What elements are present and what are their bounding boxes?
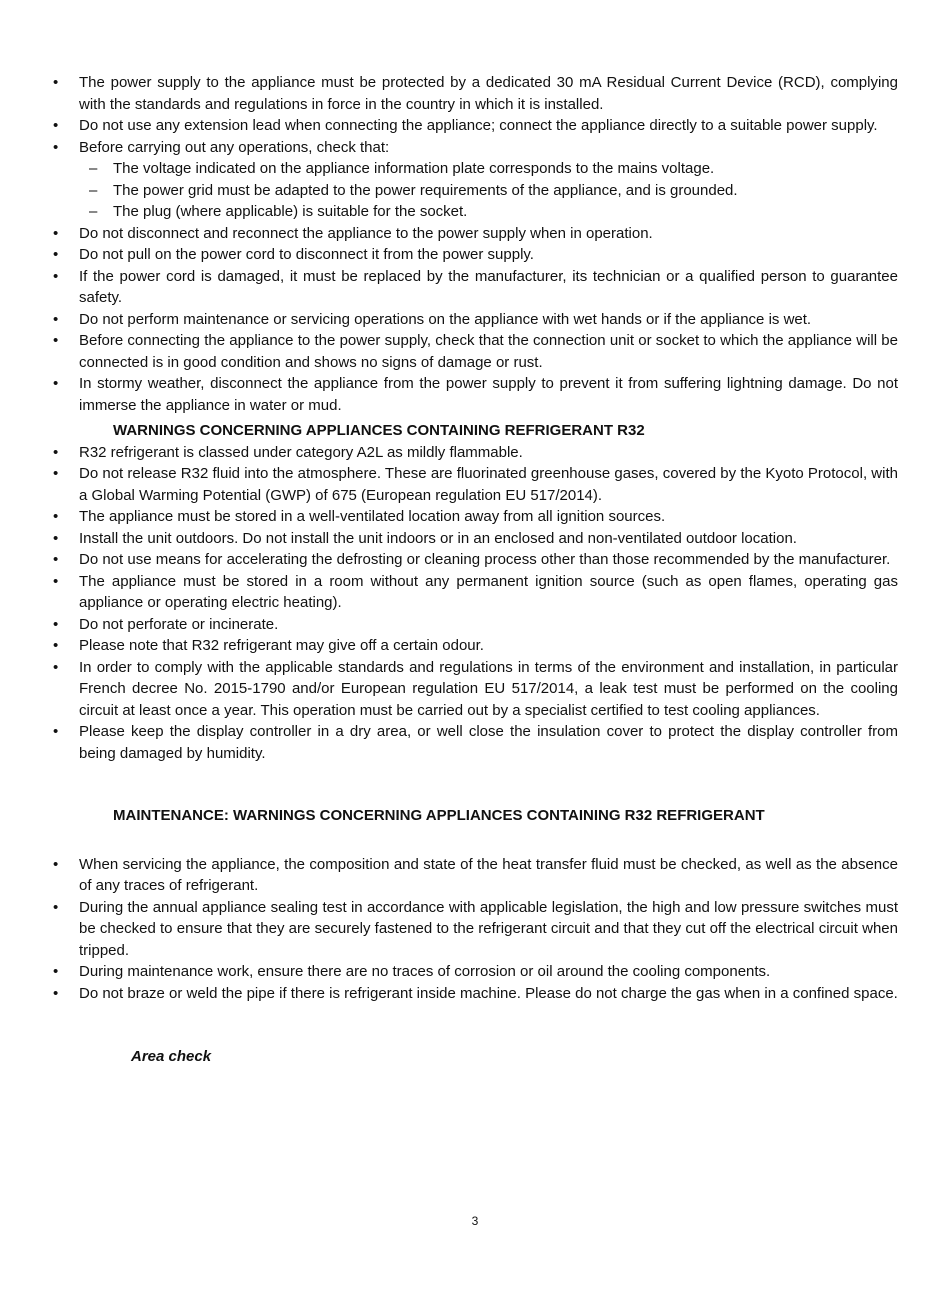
area-check-heading: Area check — [131, 1048, 212, 1065]
list-item-checks — [53, 137, 898, 223]
page-number: 3 — [471, 1214, 479, 1228]
list-item: • Install the unit outdoors. Do not install the unit indoors or in an enclosed and non-ventilated outdoor location. — [53, 528, 898, 550]
list-item: • The appliance must be stored in a well-ventilated location away from all ignition sources. — [53, 506, 898, 528]
list-item: • Do not release R32 fluid into the atmosphere. These are fluorinated greenhouse gases, covered by the Kyoto Protocol, with a Global Warming Potential (GWP) of 675 (European regulation EU 517/2014). — [53, 463, 898, 506]
list-item: • R32 refrigerant is classed under category A2L as mildly flammable. — [53, 442, 898, 464]
list-item: • Do not disconnect and reconnect the appliance to the power supply when in operation. — [53, 223, 898, 245]
refrigerant-warnings-list — [53, 442, 898, 765]
list-item: • Please note that R32 refrigerant may give off a certain odour. — [53, 635, 898, 657]
list-item: • During maintenance work, ensure there are no traces of corrosion or oil around the cooling components. — [53, 961, 898, 983]
refrigerant-warnings-heading: WARNINGS CONCERNING APPLIANCES CONTAINING REFRIGERANT R32 — [113, 422, 645, 439]
list-item: • When servicing the appliance, the composition and state of the heat transfer fluid must be checked, as well as the absence of any traces of refrigerant. — [53, 854, 898, 897]
list-item: • The appliance must be stored in a room without any permanent ignition source (such as open flames, operating gas appliance or operating electric heating). — [53, 571, 898, 614]
list-item: • In stormy weather, disconnect the appliance from the power supply to prevent it from suffering lightning damage. Do not immerse the appliance in water or mud. — [53, 373, 898, 416]
electrical-safety-list — [53, 72, 898, 416]
checks-sublist — [79, 158, 898, 223]
list-item: • Do not perform maintenance or servicing operations on the appliance with wet hands or if the appliance is wet. — [53, 309, 898, 331]
list-item: • Do not pull on the power cord to disconnect it from the power supply. — [53, 244, 898, 266]
list-item: • Do not use means for accelerating the defrosting or cleaning process other than those recommended by the manufacturer. — [53, 549, 898, 571]
list-item: • During the annual appliance sealing test in accordance with applicable legislation, the high and low pressure switches must be checked to ensure that they are securely fastened to the refrigerant circuit and that they cut off the electrical circuit when tripped. — [53, 897, 898, 962]
list-item: • In order to comply with the applicable standards and regulations in terms of the environment and installation, in particular French decree No. 2015-1790 and/or European regulation EU 517/2014, a leak test must be performed on the cooling circuit at least once a year. This operation must be carried out by a specialist certified to test cooling appliances. — [53, 657, 898, 722]
list-item: • Please keep the display controller in a dry area, or well close the insulation cover to protect the display controller from being damaged by humidity. — [53, 721, 898, 764]
list-item: • The power supply to the appliance must be protected by a dedicated 30 mA Residual Current Device (RCD), complying with the standards and regulations in force in the country in which it is installed. — [53, 72, 898, 115]
maintenance-warnings-list — [53, 854, 898, 1005]
list-item: • Do not use any extension lead when connecting the appliance; connect the appliance directly to a suitable power supply. — [53, 115, 898, 137]
page-content — [53, 72, 898, 1068]
list-item: • If the power cord is damaged, it must be replaced by the manufacturer, its technician or a qualified person to guarantee safety. — [53, 266, 898, 309]
sublist-item: – The power grid must be adapted to the power requirements of the appliance, and is grounded. — [89, 180, 898, 202]
list-item: • Before connecting the appliance to the power supply, check that the connection unit or socket to which the appliance will be connected is in good condition and shows no signs of damage or rust. — [53, 330, 898, 373]
maintenance-warnings-heading: MAINTENANCE: WARNINGS CONCERNING APPLIANCES CONTAINING R32 REFRIGERANT — [113, 807, 765, 824]
list-item: • Do not braze or weld the pipe if there is refrigerant inside machine. Please do not charge the gas when in a confined space. — [53, 983, 898, 1005]
sublist-item: – The plug (where applicable) is suitable for the socket. — [89, 201, 898, 223]
list-item: • Do not perforate or incinerate. — [53, 614, 898, 636]
list-item-text: Before carrying out any operations, check that: — [79, 138, 390, 156]
sublist-item: – The voltage indicated on the appliance information plate corresponds to the mains voltage. — [89, 158, 898, 180]
